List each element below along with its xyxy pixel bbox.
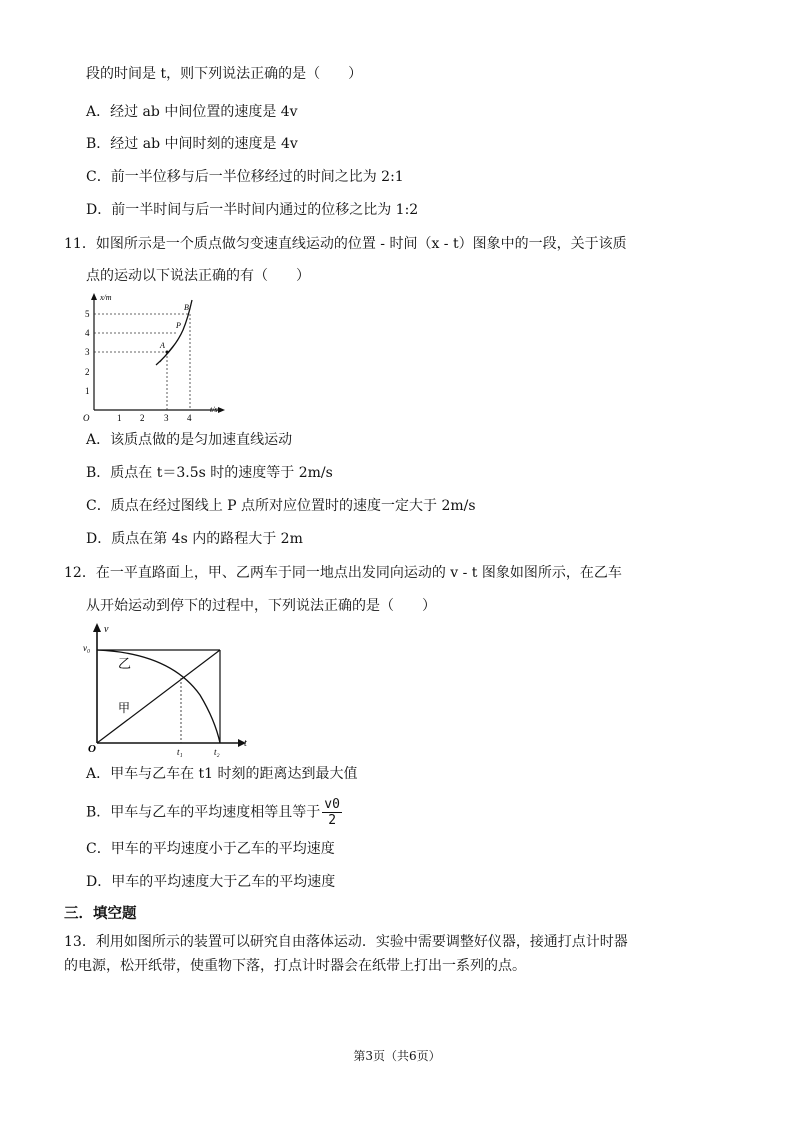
q11-y-tick-3: 3 bbox=[85, 347, 90, 357]
q12-jia-label: 甲 bbox=[118, 701, 131, 715]
q12-yi-label: 乙 bbox=[118, 656, 132, 671]
q11-x-tick-1: 1 bbox=[117, 413, 122, 423]
q11-point-b-label: B bbox=[184, 303, 189, 312]
q11-y-tick-5: 5 bbox=[85, 309, 90, 319]
q11-x-axis-arrow-icon bbox=[218, 407, 225, 413]
q11-y-axis-arrow-icon bbox=[91, 293, 97, 300]
q12-vt-graph bbox=[80, 620, 255, 760]
q12-option-d: D．甲车的平均速度大于乙车的平均速度 bbox=[86, 874, 336, 890]
q11-point-a-label: A bbox=[160, 341, 165, 350]
q12-option-c: C．甲车的平均速度小于乙车的平均速度 bbox=[86, 841, 335, 857]
q11-y-tick-1: 1 bbox=[85, 386, 90, 396]
q11-option-d: D．质点在第 4s 内的路程大于 2m bbox=[86, 531, 303, 547]
q12-fraction-denominator: 2 bbox=[328, 813, 337, 828]
q13-stem-line2: 的电源，松开纸带，使重物下落，打点计时器会在纸带上打出一系列的点。 bbox=[64, 958, 526, 974]
q10-option-d: D．前一半时间与后一半时间内通过的位移之比为 1:2 bbox=[86, 202, 419, 218]
q11-point-a bbox=[166, 351, 169, 354]
q12-v-axis-label: v bbox=[104, 624, 109, 635]
q12-option-b-text: B．甲车与乙车的平均速度相等且等于 bbox=[86, 804, 321, 821]
q10-stem-continuation: 段的时间是 t，则下列说法正确的是（ ） bbox=[86, 66, 363, 82]
q10-option-b: B．经过 ab 中间时刻的速度是 4v bbox=[86, 136, 298, 152]
section-heading-fill-in: 三．填空题 bbox=[64, 905, 137, 922]
q10-option-c: C．前一半位移与后一半位移经过的时间之比为 2:1 bbox=[86, 169, 404, 185]
q12-option-b bbox=[86, 797, 342, 828]
q11-origin-label: O bbox=[83, 413, 90, 423]
q12-option-b-fraction bbox=[322, 797, 342, 828]
q11-y-axis-label: x/m bbox=[100, 293, 112, 302]
q11-point-p-label: P bbox=[176, 321, 181, 330]
q12-stem-line2: 从开始运动到停下的过程中，下列说法正确的是（ ） bbox=[86, 598, 436, 614]
q11-y-tick-4: 4 bbox=[85, 328, 90, 338]
q12-fraction-numerator: v0 bbox=[324, 797, 340, 812]
q11-x-tick-3: 3 bbox=[164, 413, 169, 423]
q11-stem-line1: 11．如图所示是一个质点做匀变速直线运动的位置 - 时间（x - t）图象中的一段，关于该质 bbox=[64, 236, 627, 252]
q11-stem-line2: 点的运动以下说法正确的有（ ） bbox=[86, 268, 310, 284]
q12-v0-label: v₀ bbox=[83, 643, 91, 653]
q11-option-a: A．该质点做的是匀加速直线运动 bbox=[86, 432, 293, 448]
q11-option-b: B．质点在 t＝3.5s 时的速度等于 2m/s bbox=[86, 465, 333, 481]
q11-x-axis-label: t/s bbox=[210, 405, 218, 414]
q12-option-a: A．甲车与乙车在 t1 时刻的距离达到最大值 bbox=[86, 766, 358, 782]
q11-x-tick-4: 4 bbox=[187, 413, 192, 423]
q12-stem-line1: 12．在一平直路面上，甲、乙两车于同一地点出发同向运动的 v - t 图象如图所示，在乙车 bbox=[64, 565, 622, 581]
q12-t-axis-label: t bbox=[244, 738, 247, 749]
q12-v-axis-arrow-icon bbox=[93, 623, 101, 632]
q13-stem-line1: 13．利用如图所示的装置可以研究自由落体运动．实验中需要调整好仪器，接通打点计时器 bbox=[64, 934, 628, 950]
q10-option-a: A．经过 ab 中间位置的速度是 4v bbox=[86, 104, 298, 120]
q11-y-tick-2: 2 bbox=[85, 367, 90, 377]
page-footer: 第3页（共6页） bbox=[353, 1049, 441, 1063]
q12-t2-label: t₂ bbox=[214, 747, 220, 757]
q11-xt-graph bbox=[80, 290, 230, 425]
q11-x-tick-2: 2 bbox=[140, 413, 145, 423]
q12-origin-label: O bbox=[88, 743, 96, 755]
q11-option-c: C．质点在经过图线上 P 点所对应位置时的速度一定大于 2m/s bbox=[86, 498, 476, 514]
q12-t1-label: t₁ bbox=[177, 747, 183, 757]
